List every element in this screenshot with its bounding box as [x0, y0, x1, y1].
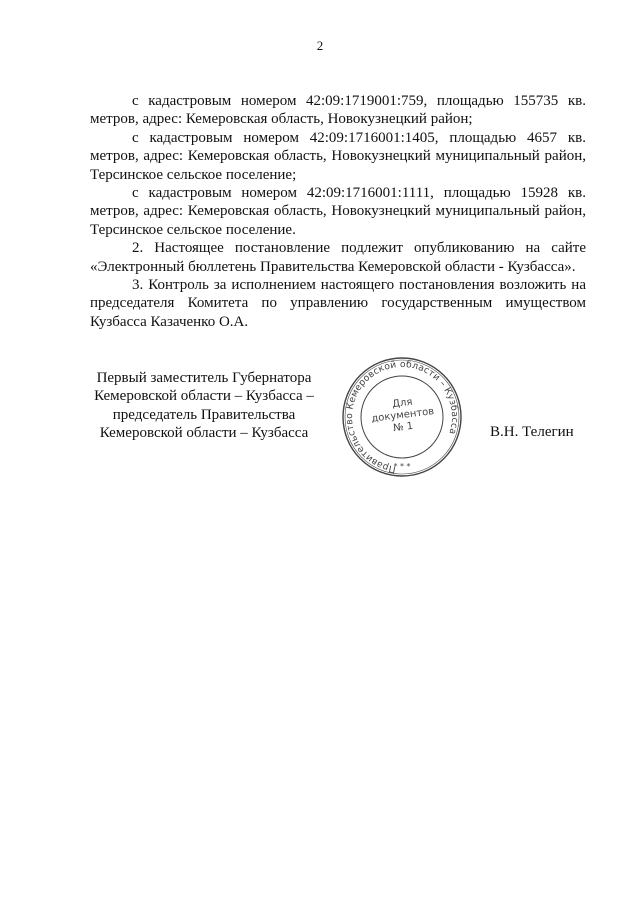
paragraph-publication: 2. Настоящее постановление подлежит опубликованию на сайте «Электронный бюллетень Правительства Кемеровской области - Кузбасса».: [90, 240, 586, 275]
seal-center-line: № 1: [392, 420, 414, 435]
signatory-title-line: Первый заместитель Губернатора: [96, 370, 312, 386]
signatory-title-line: Кемеровской области – Кузбасса: [99, 425, 309, 442]
seal-stars: * * *: [393, 462, 411, 471]
paragraph-control: 3. Контроль за исполнением настоящего постановления возложить на председателя Комитета по управлению государственным имуществом Кузбасса Казаченко О.А.: [90, 277, 586, 330]
signatory-title: [90, 369, 318, 443]
signatory-name: В.Н. Телегин: [490, 424, 574, 440]
seal-center-line: документов: [370, 406, 435, 425]
paragraph-parcel-1: с кадастровым номером 42:09:1719001:759, площадью 155735 кв. метров, адрес: Кемеровская область, Новокузнецкий район;: [90, 93, 586, 128]
official-seal-stamp: [340, 355, 464, 479]
signatory-title-line: председатель Правительства: [112, 406, 296, 423]
page-number: 2: [316, 38, 324, 53]
paragraph-parcel-2: с кадастровым номером 42:09:1716001:1405, площадью 4657 кв. метров, адрес: Кемеровская область, Новокузнецкий муниципальный район, Терсинское сельское поселение;: [90, 129, 586, 183]
paragraph-parcel-3: с кадастровым номером 42:09:1716001:1111, площадью 15928 кв. метров, адрес: Кемеровская область, Новокузнецкий муниципальный район, Терсинское сельское поселение.: [90, 185, 586, 238]
document-body: [90, 92, 586, 331]
signatory-title-line: Кемеровской области – Кузбасса –: [94, 388, 314, 405]
seal-center-line: Для: [391, 396, 414, 411]
seal-ring-text: Правительство Кемеровской области – Кузбасса: [343, 358, 461, 475]
